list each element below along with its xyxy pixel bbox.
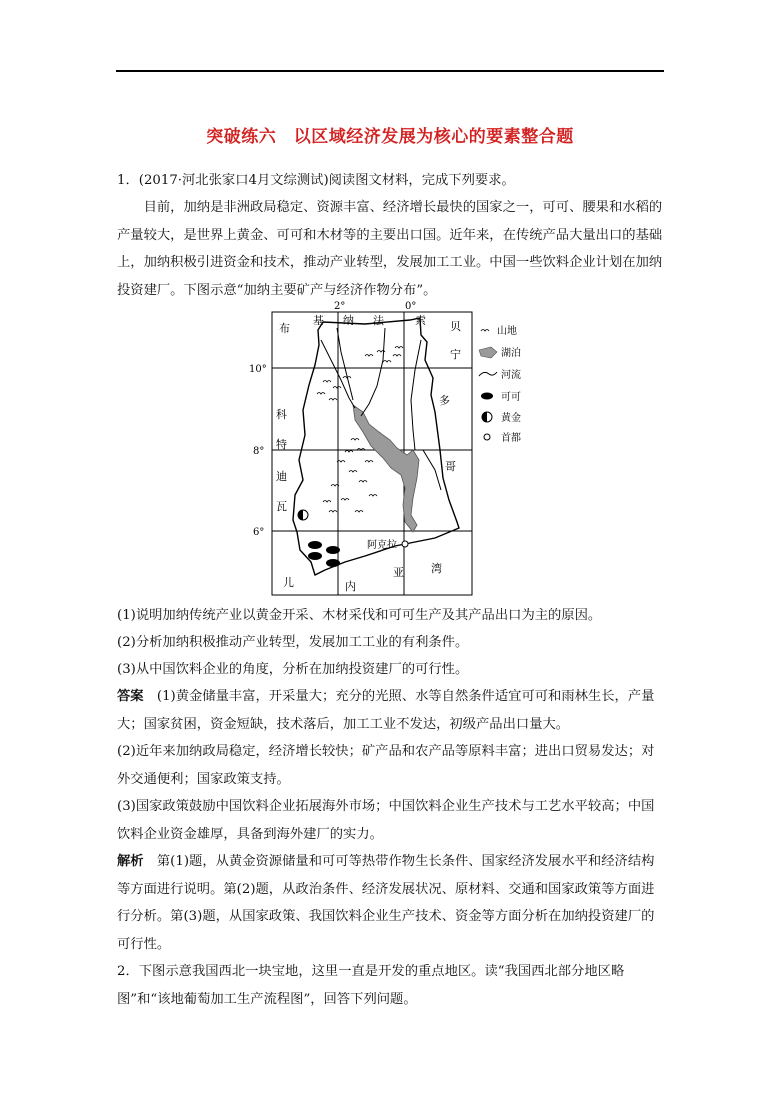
analysis-label: 解析 <box>117 854 144 869</box>
mountain-symbols <box>317 347 403 513</box>
lat-label: 8° <box>253 446 265 457</box>
map-label: 湾 <box>431 562 442 575</box>
map-label: 迪 <box>276 470 287 483</box>
map-label: 多 <box>439 394 450 407</box>
map-label: 瓦 <box>276 500 287 513</box>
svg-text:河流: 河流 <box>501 370 521 381</box>
capital-legend-icon <box>484 434 490 440</box>
gold-symbol <box>298 510 308 520</box>
map-label: 贝 <box>450 320 461 333</box>
svg-text:首都: 首都 <box>501 433 521 444</box>
map-label: 法 <box>373 314 384 327</box>
map-label: 内 <box>345 580 356 593</box>
page-title: 突破练六 以区域经济发展为核心的要素整合题 <box>206 127 574 147</box>
gold-legend-icon <box>482 412 492 422</box>
answer-1-part3: (3)国家政策鼓励中国饮料企业拓展海外市场；中国饮料企业生产技术与工艺水平较高；中国饮料企业资金雄厚，具备到海外建厂的实力。 <box>117 799 655 842</box>
question-1-header: 1．(2017·河北张家口4月文综测试)阅读图文材料，完成下列要求。 <box>117 173 515 188</box>
cocoa-legend-icon <box>481 393 493 400</box>
question-1-sub1: (1)说明加纳传统产业以黄金开采、木材采伐和可可生产及其产品出口为主的原因。 <box>117 608 602 623</box>
map-label: 布 <box>279 322 290 335</box>
analysis-1: 解析 第(1)题，从黄金资源储量和可可等热带作物生长条件、国家经济发展水平和经济结构等方面进行说明。第(2)题，从政治条件、经济发展状况、原材料、交通和国家政策等方面进行分析。第(3)题，从国家政策、我国饮料企业生产技术、资金等方面分析在加纳投资建厂的可行性。 <box>117 854 655 952</box>
lat-label: 6° <box>253 527 265 538</box>
question-1-intro: 目前，加纳是非洲政局稳定、资源丰富、经济增长最快的国家之一，可可、腰果和水稻的产量较大，是世界上黄金、可可和木材等的主要出口国。近年来，在传统产品大量出口的基础上，加纳积极引进资金和技术，推动产业转型，发展加工工业。中国一些饮料企业计划在加纳投资建厂。下图示意“加纳主要矿产与经济作物分布”。 <box>117 200 663 298</box>
lat-label: 10° <box>249 364 267 375</box>
ghana-map <box>245 300 540 600</box>
svg-text:可可: 可可 <box>501 392 521 403</box>
map-label: 哥 <box>445 460 456 473</box>
svg-text:山地: 山地 <box>497 326 517 337</box>
mountain-legend-icon <box>481 330 489 332</box>
question-1-sub3: (3)从中国饮料企业的角度，分析在加纳投资建厂的可行性。 <box>117 662 469 677</box>
capital-symbol <box>402 541 408 547</box>
question-1-sub2: (2)分析加纳积极推动产业转型，发展加工工业的有利条件。 <box>117 635 469 650</box>
map-label: 纳 <box>343 314 354 327</box>
lon-label: 0° <box>405 301 417 312</box>
svg-text:湖泊: 湖泊 <box>501 348 521 359</box>
map-label: 儿 <box>283 576 294 589</box>
map-label: 亚 <box>393 566 404 579</box>
answer-label: 答案 <box>117 689 144 704</box>
river-legend-icon <box>479 372 497 376</box>
map-label: 宁 <box>450 348 461 361</box>
answer-1-part1: 答案 (1)黄金储量丰富，开采量大；充分的光照、水等自然条件适宜可可和雨林生长，产量大；国家贫困，资金短缺，技术落后，加工工业不发达，初级产品出口量大。 <box>117 689 655 732</box>
answer-1-part2: (2)近年来加纳政局稳定，经济增长较快；矿产品和农产品等原料丰富；进出口贸易发达；对外交通便利；国家政策支持。 <box>117 744 655 787</box>
map-label: 特 <box>276 438 287 451</box>
map-label: 基 <box>313 314 324 327</box>
lake-legend-icon <box>479 347 497 358</box>
map-label: 索 <box>415 314 426 327</box>
header-rule <box>116 70 664 72</box>
lake-volta <box>353 405 419 532</box>
lon-label: 2° <box>334 301 346 312</box>
map-label: 科 <box>276 408 287 421</box>
question-2: 2．下图示意我国西北一块宝地，这里一直是开发的重点地区。读“我国西北部分地区略图”和“该地葡萄加工生产流程图”，回答下列问题。 <box>117 964 625 1007</box>
capital-label: 阿克拉 <box>367 540 397 551</box>
svg-text:黄金: 黄金 <box>501 413 521 424</box>
cocoa-symbols <box>308 541 340 567</box>
map-legend <box>479 324 521 444</box>
